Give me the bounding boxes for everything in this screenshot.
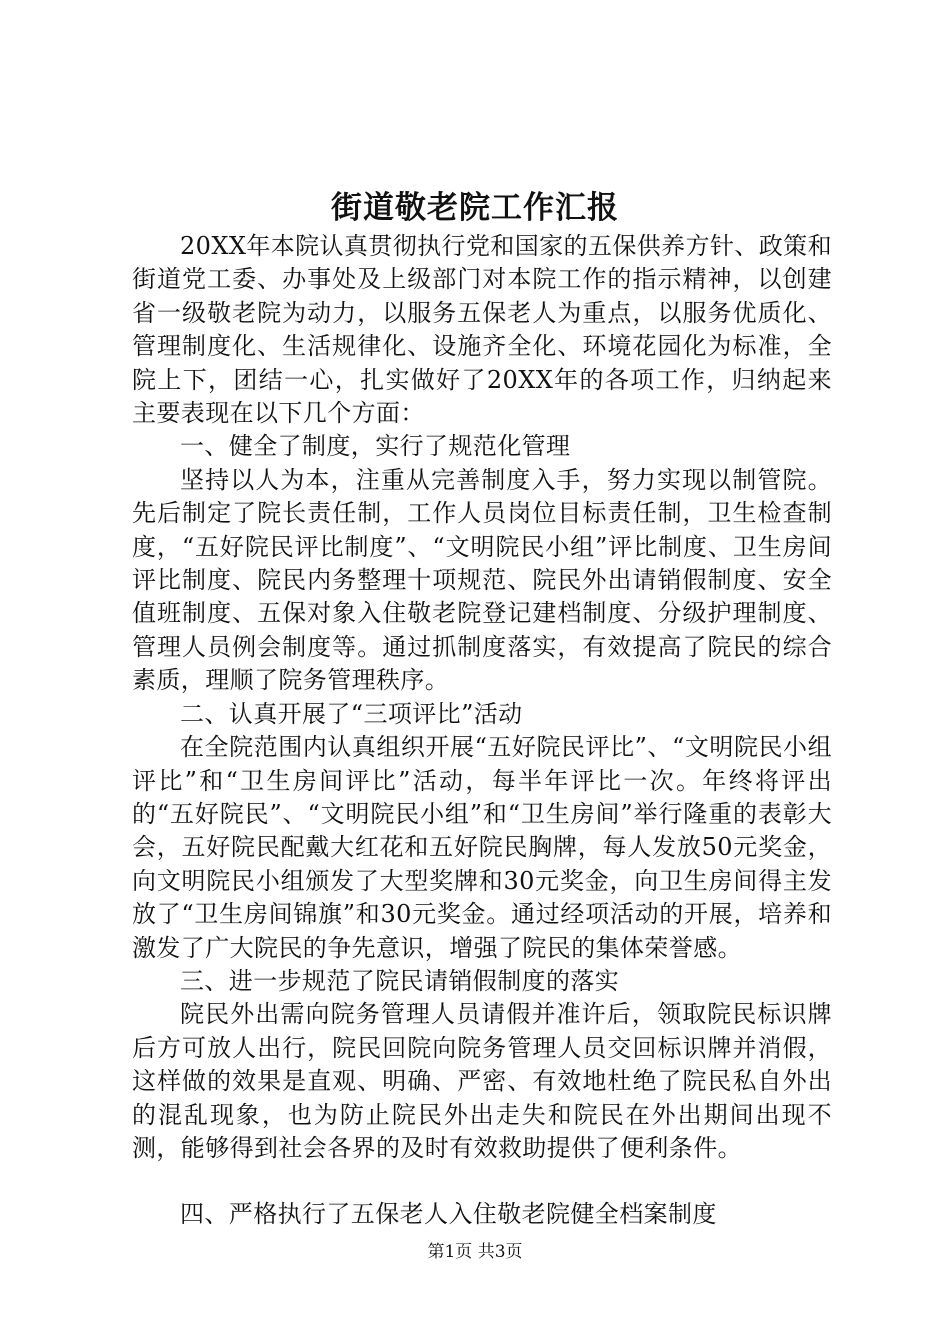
section-heading-3: 三、进一步规范了院民请销假制度的落实 [180,966,620,995]
section-paragraph-1: 坚持以人为本，注重从完善制度入手，努力实现以制管院。先后制定了院长责任制，工作人员岗位目标责任制，卫生检查制度，“五好院民评比制度”、“文明院民小组”评比制度、卫生房间评比制度、院民内务整理十项规范、院民外出请销假制度、安全值班制度、五保对象入住敬老院登记建档制度、分级护理制度、管理人员例会制度等。通过抓制度落实，有效提高了院民的综合素质，理顺了院务管理秩序。 [132,465,832,695]
section-heading-4: 四、严格执行了五保老人入住敬老院健全档案制度 [180,1200,717,1229]
intro-paragraph: 20XX年本院认真贯彻执行党和国家的五保供养方针、政策和街道党工委、办事处及上级部门对本院工作的指示精神，以创建省一级敬老院为动力，以服务五保老人为重点，以服务优质化、管理制度化、生活规律化、设施齐全化、环境花园化为标准，全院上下，团结一心，扎实做好了20XX年的各项工作，归纳起来主要表现在以下几个方面： [132,232,832,428]
section-paragraph-2: 在全院范围内认真组织开展“五好院民评比”、“文明院民小组评比”和“卫生房间评比”活动，每半年评比一次。年终将评出的“五好院民”、“文明院民小组”和“卫生房间”举行隆重的表彰大会，五好院民配戴大红花和五好院民胸牌，每人发放50元奖金，向文明院民小组颁发了大型奖牌和30元奖金，向卫生房间得主发放了“卫生房间锦旗”和30元奖金。通过经项活动的开展，培养和激发了广大院民的争先意识，增强了院民的集体荣誉感。 [132,733,832,962]
section-heading-2: 二、认真开展了“三项评比”活动 [180,699,523,728]
document-body [132,230,832,1232]
document-title: 街道敬老院工作汇报 [331,190,619,226]
section-heading-1: 一、健全了制度，实行了规范化管理 [180,432,571,461]
page-footer: 第1页 共3页 [427,1242,523,1262]
section-paragraph-3: 院民外出需向院务管理人员请假并准许后，领取院民标识牌后方可放人出行，院民回院向院务管理人员交回标识牌并消假，这样做的效果是直观、明确、严密、有效地杜绝了院民私自外出的混乱现象，也为防止院民外出走失和院民在外出期间出现不测，能够得到社会各界的及时有效救助提供了便利条件。 [132,1000,832,1162]
